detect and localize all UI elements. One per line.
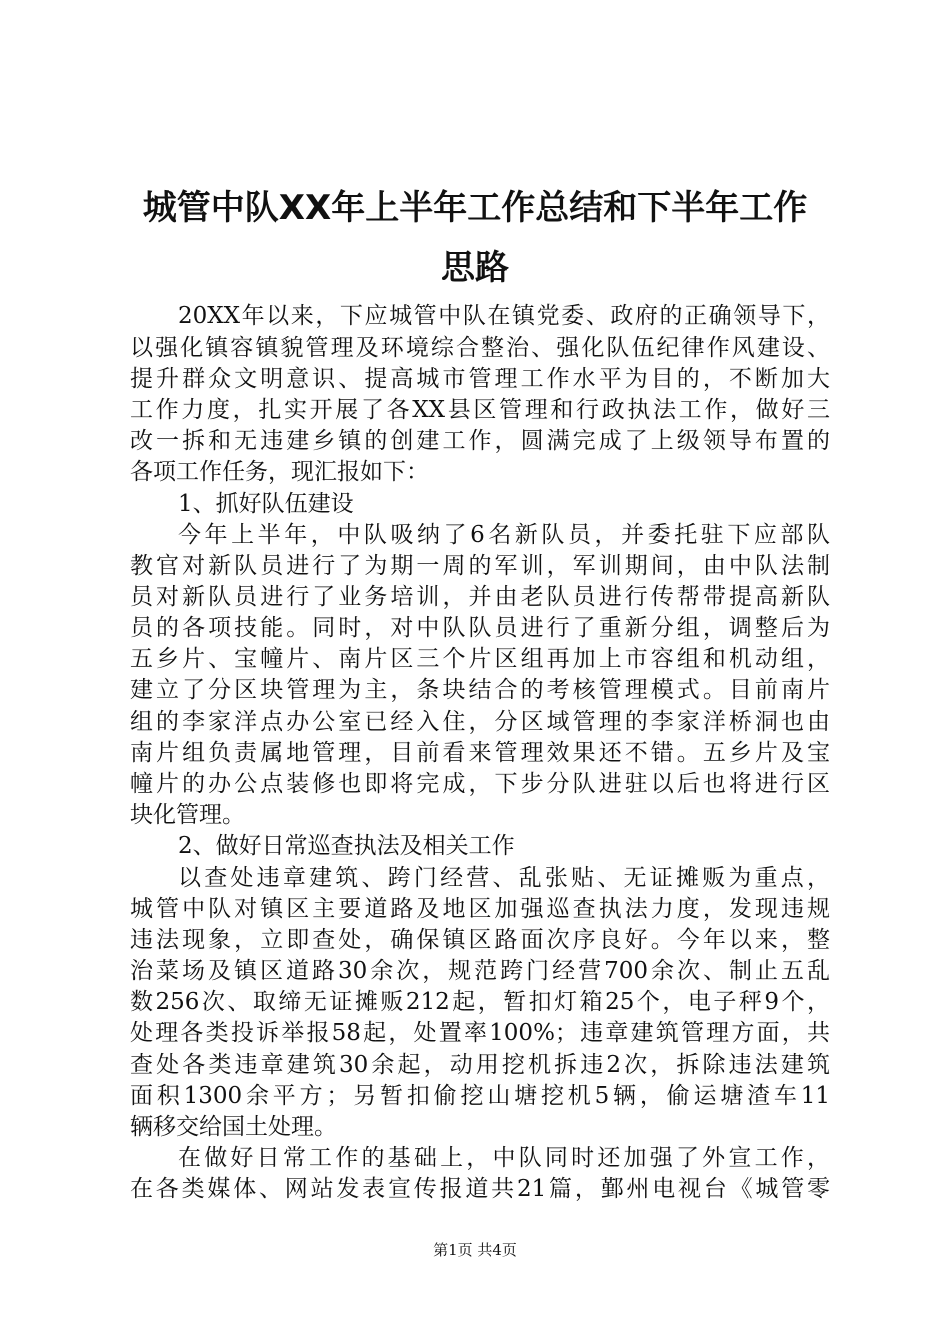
body-line: 南片组负责属地管理，目前看来管理效果还不错。五乡片及宝 xyxy=(130,740,830,766)
section-heading-1: 1、抓好队伍建设 xyxy=(178,491,354,517)
section-heading-2: 2、做好日常巡查执法及相关工作 xyxy=(178,833,515,859)
body-line: 面积1300余平方；另暂扣偷挖山塘挖机5辆，偷运塘渣车11 xyxy=(130,1083,830,1109)
body-line: 五乡片、宝幢片、南片区三个片区组再加上市容组和机动组， xyxy=(130,646,830,672)
body-line: 辆移交给国土处理。 xyxy=(130,1114,337,1140)
body-line: 教官对新队员进行了为期一周的军训，军训期间，由中队法制 xyxy=(130,553,830,579)
body-line: 工作力度，扎实开展了各XX县区管理和行政执法工作，做好三 xyxy=(130,397,830,423)
body-line: 以强化镇容镇貌管理及环境综合整治、强化队伍纪律作风建设、 xyxy=(130,335,830,361)
body-line: 各项工作任务，现汇报如下： xyxy=(130,459,429,485)
body-line: 组的李家洋点办公室已经入住，分区域管理的李家洋桥洞也由 xyxy=(130,709,830,735)
body-line: 改一拆和无违建乡镇的创建工作，圆满完成了上级领导布置的 xyxy=(130,428,830,454)
page-footer: 第1页 共4页 xyxy=(433,1241,517,1259)
body-line: 提升群众文明意识、提高城市管理工作水平为目的，不断加大 xyxy=(130,366,830,392)
document-title-line-2: 思路 xyxy=(441,248,509,288)
body-line: 治菜场及镇区道路30余次，规范跨门经营700余次、制止五乱 xyxy=(130,958,830,984)
body-line: 城管中队对镇区主要道路及地区加强巡查执法力度，发现违规 xyxy=(130,896,830,922)
body-line: 在做好日常工作的基础上，中队同时还加强了外宣工作， xyxy=(178,1145,830,1171)
body-line: 处理各类投诉举报58起，处置率100%；违章建筑管理方面，共 xyxy=(130,1020,830,1046)
body-line: 员对新队员进行了业务培训，并由老队员进行传帮带提高新队 xyxy=(130,584,830,610)
body-line: 块化管理。 xyxy=(130,802,245,828)
body-line: 违法现象，立即查处，确保镇区路面次序良好。今年以来，整 xyxy=(130,927,830,953)
body-line: 以查处违章建筑、跨门经营、乱张贴、无证摊贩为重点， xyxy=(178,865,830,891)
body-line: 查处各类违章建筑30余起，动用挖机拆违2次，拆除违法建筑 xyxy=(130,1052,830,1078)
body-line: 数256次、取缔无证摊贩212起，暂扣灯箱25个，电子秤9个， xyxy=(130,989,830,1015)
body-line: 员的各项技能。同时，对中队队员进行了重新分组，调整后为 xyxy=(130,615,830,641)
document-title-line-1: 城管中队XX年上半年工作总结和下半年工作 xyxy=(142,188,808,228)
body-line: 幢片的办公点装修也即将完成，下步分队进驻以后也将进行区 xyxy=(130,771,830,797)
body-line: 在各类媒体、网站发表宣传报道共21篇，鄞州电视台《城管零 xyxy=(130,1176,830,1202)
body-line: 建立了分区块管理为主，条块结合的考核管理模式。目前南片 xyxy=(130,677,830,703)
body-line: 20XX年以来，下应城管中队在镇党委、政府的正确领导下， xyxy=(178,303,830,329)
body-line: 今年上半年，中队吸纳了6名新队员，并委托驻下应部队 xyxy=(178,522,830,548)
